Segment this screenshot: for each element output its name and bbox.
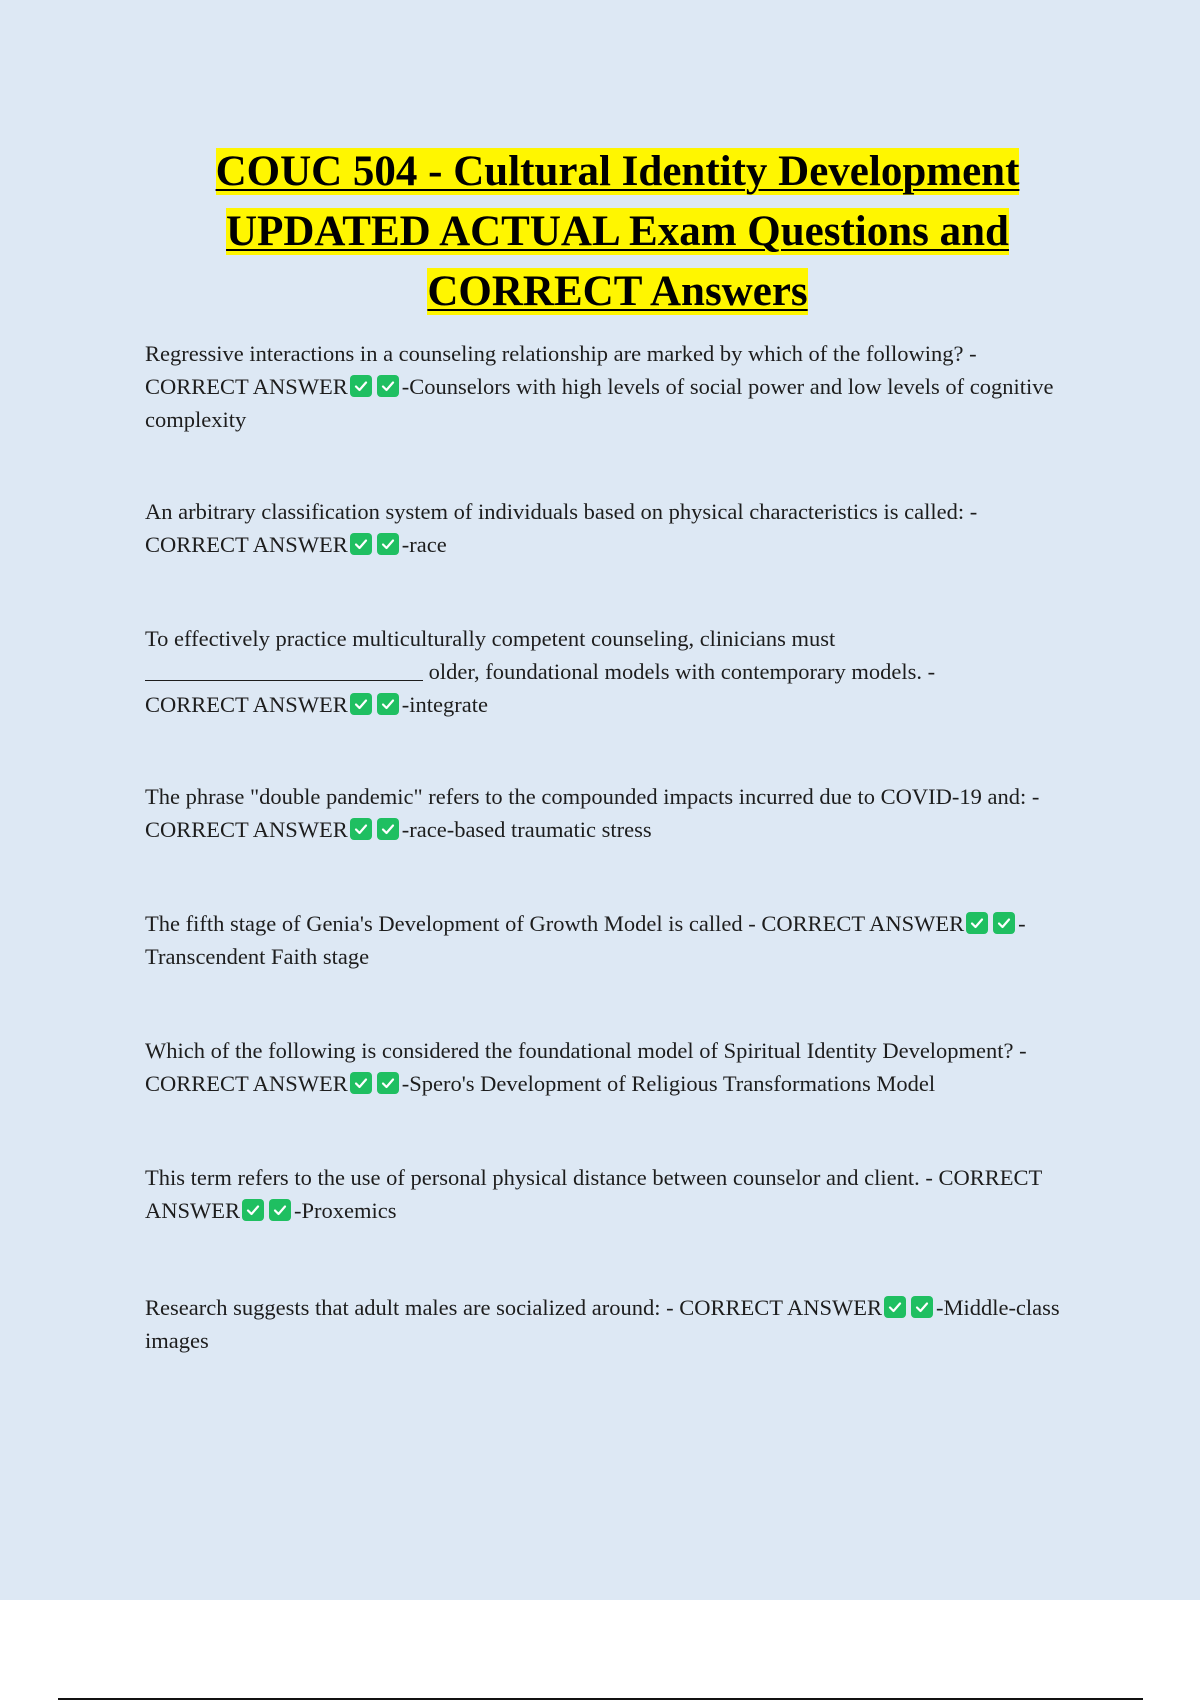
answer-text: -race-based traumatic stress [401, 817, 652, 842]
answer-text: -Middle-class images [145, 1295, 1060, 1353]
qa-item [145, 495, 1085, 561]
check-mark-icon [377, 1072, 399, 1094]
qa-item [145, 1291, 1085, 1357]
qa-item [145, 337, 1085, 436]
answer-prefix: CORRECT ANSWER [679, 1295, 882, 1320]
document-title [145, 142, 1090, 322]
check-mark-icon [242, 1199, 264, 1221]
answer-prefix: CORRECT ANSWER [145, 374, 348, 399]
check-mark-icon [269, 1199, 291, 1221]
answer-prefix: CORRECT ANSWER [145, 817, 348, 842]
check-mark-icon [377, 693, 399, 715]
question-text: The phrase "double pandemic" refers to the compounded impacts incurred due to COVID-19 and: - [145, 784, 1040, 809]
qa-item [145, 622, 1085, 721]
answer-text: -Transcendent Faith stage [145, 911, 1026, 969]
answer-text: -Proxemics [294, 1198, 397, 1223]
qa-item [145, 1034, 1085, 1100]
question-text: To effectively practice multiculturally competent counseling, clinicians must [145, 626, 836, 651]
answer-prefix: CORRECT ANSWER [761, 911, 965, 936]
check-mark-icon [993, 912, 1015, 934]
check-mark-icon [350, 818, 372, 840]
check-mark-icon [350, 375, 372, 397]
answer-prefix: CORRECT ANSWER [145, 532, 348, 557]
fill-in-blank [145, 658, 423, 681]
answer-prefix: CORRECT ANSWER [145, 692, 348, 717]
check-mark-icon [377, 533, 399, 555]
question-text: An arbitrary classification system of individuals based on physical characteristics is called: - [145, 499, 978, 524]
check-mark-icon [350, 1072, 372, 1094]
check-mark-icon [377, 818, 399, 840]
check-mark-icon [350, 533, 372, 555]
question-text-continued: older, foundational models with contemporary models. - [423, 659, 936, 684]
answer-prefix: CORRECT ANSWER [145, 1071, 348, 1096]
question-text: Which of the following is considered the foundational model of Spiritual Identity Development? - [145, 1038, 1027, 1063]
question-text: This term refers to the use of personal physical distance between counselor and client. - [145, 1165, 933, 1190]
check-mark-icon [377, 375, 399, 397]
check-mark-icon [350, 693, 372, 715]
qa-item [145, 907, 1085, 973]
qa-item [145, 1161, 1085, 1227]
check-mark-icon [966, 912, 988, 934]
check-mark-icon [911, 1296, 933, 1318]
answer-text: -Spero's Development of Religious Transformations Model [401, 1071, 936, 1096]
question-text: Regressive interactions in a counseling relationship are marked by which of the following? - [145, 341, 977, 366]
title-line-3: CORRECT Answers [427, 268, 808, 315]
answer-text: -Counselors with high levels of social power and low levels of cognitive complexity [145, 374, 1054, 432]
question-text: The fifth stage of Genia's Development of Growth Model is called - [145, 911, 756, 936]
title-line-2: UPDATED ACTUAL Exam Questions and [226, 208, 1009, 255]
qa-item [145, 780, 1085, 846]
answer-text: -race [401, 532, 447, 557]
title-line-1: COUC 504 - Cultural Identity Development [215, 148, 1020, 195]
answer-prefix: CORRECT ANSWER [145, 1165, 1042, 1223]
check-mark-icon [884, 1296, 906, 1318]
question-text: Research suggests that adult males are socialized around: - [145, 1295, 674, 1320]
answer-text: -integrate [401, 692, 488, 717]
